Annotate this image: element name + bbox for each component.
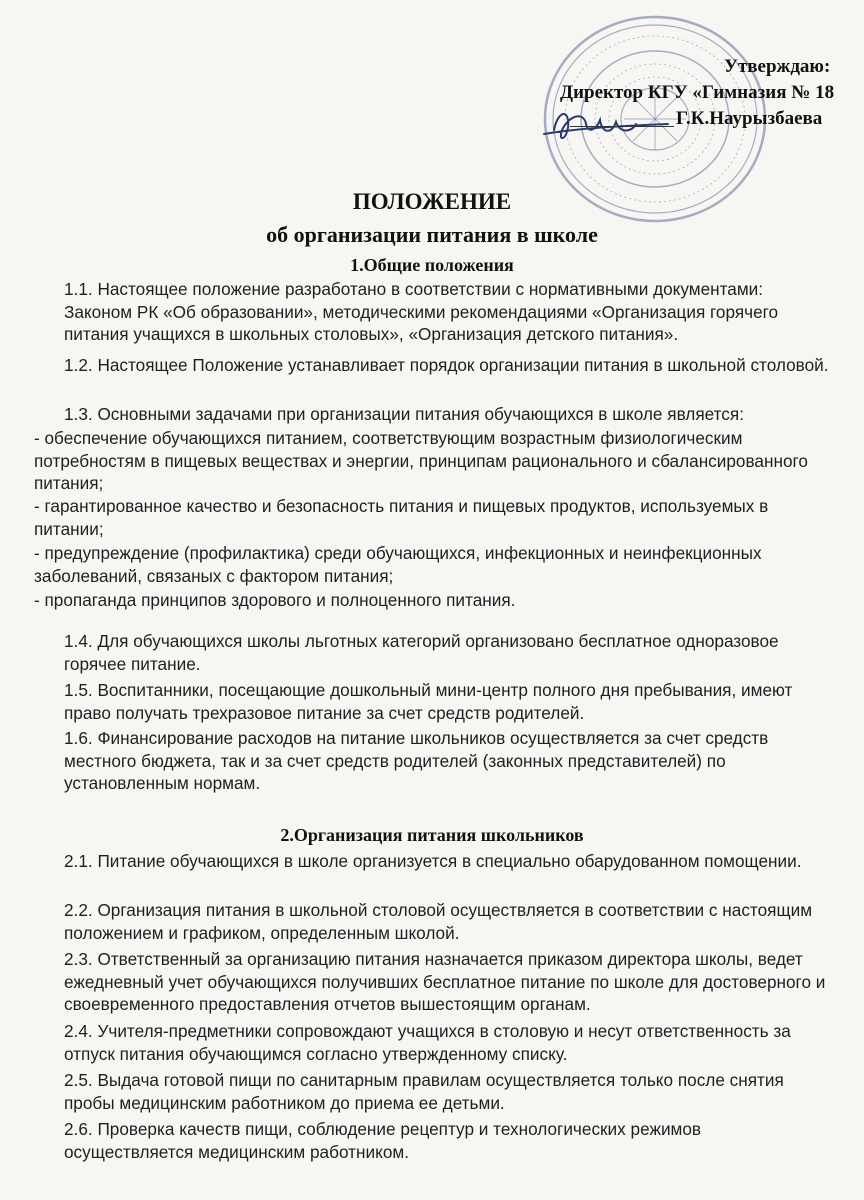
document-subtitle: об организации питания в школе [266,222,598,247]
paragraph-2-6: 2.6. Проверка качеств пищи, соблюдение рецептур и технологических режимов осуществляется медицинским работником. [64,1119,702,1162]
paragraph-2-3: 2.3. Ответственный за организацию питания назначается приказом директора школы, ведет ежедневный учет обучающихся получивших бесплатное питание по школе для достоверного и своевременного предоставления отчетов вышестоящим органам. [64,949,826,1014]
list-item-1-3-a: - обеспечение обучающихся питанием, соответствующим возрастным физиологическим потребностям в пищевых веществах и энергии, принципам рационального и сбалансированного питания; [34,428,808,493]
paragraph-2-5: 2.5. Выдача готовой пищи по санитарным правилам осуществляется только после снятия пробы медицинским работником до приема ее детьми. [64,1070,784,1113]
signature-line [570,126,674,127]
list-item-1-3-c: - предупреждение (профилактика) среди обучающихся, инфекционных и неинфекционных заболеваний, связаных с фактором питания; [34,543,762,586]
paragraph-1-2: 1.2. Настоящее Положение устанавливает порядок организации питания в школьной столовой. [64,355,829,375]
list-item-1-3-d: - пропаганда принципов здорового и полноценного питания. [34,590,516,610]
paragraph-1-3: 1.3. Основными задачами при организации питания обучающихся в школе является: [64,404,744,424]
paragraph-2-2: 2.2. Организация питания в школьной столовой осуществляется в соответствии с настоящим положением и графиком, определенным школой. [64,900,813,943]
list-item-1-3-b: - гарантированное качество и безопасность питания и пищевых продуктов, используемых в питании; [34,496,769,539]
paragraph-2-4: 2.4. Учителя-предметники сопровождают учащихся в столовую и несут ответственность за отпуск питания обучающимся согласно утвержденному списку. [64,1021,791,1064]
approval-position: Директор КГУ «Гимназия № 18 [560,82,835,103]
approval-signatory: Г.К.Наурызбаева [676,108,823,129]
document-title: ПОЛОЖЕНИЕ [352,189,512,214]
approval-heading: Утверждаю: [724,56,831,77]
paragraph-1-6: 1.6. Финансирование расходов на питание школьников осуществляется за счет средств местного бюджета, так и за счет средств родителей (законных представителей) по установленным нормам. [64,728,769,793]
handwritten-signature [540,100,670,148]
section-heading-1: 1.Общие положения [350,255,514,275]
section-heading-2: 2.Организация питания школьников [280,825,584,845]
paragraph-1-5: 1.5. Воспитанники, посещающие дошкольный мини-центр полного дня пребывания, имеют право получать трехразовое питание за счет средств родителей. [64,680,793,723]
paragraph-1-1: 1.1. Настоящее положение разработано в соответствии с нормативными документами: Законом РК «Об образовании», методическими рекомендациями «Организация горячего питания учащихся в школьных столовых», «Организация детского питания». [64,279,779,344]
paragraph-2-1: 2.1. Питание обучающихся в школе организуется в специально обарудованном помощении. [64,851,802,871]
paragraph-1-4: 1.4. Для обучающихся школы льготных категорий организовано бесплатное одноразовое горячее питание. [64,631,779,674]
